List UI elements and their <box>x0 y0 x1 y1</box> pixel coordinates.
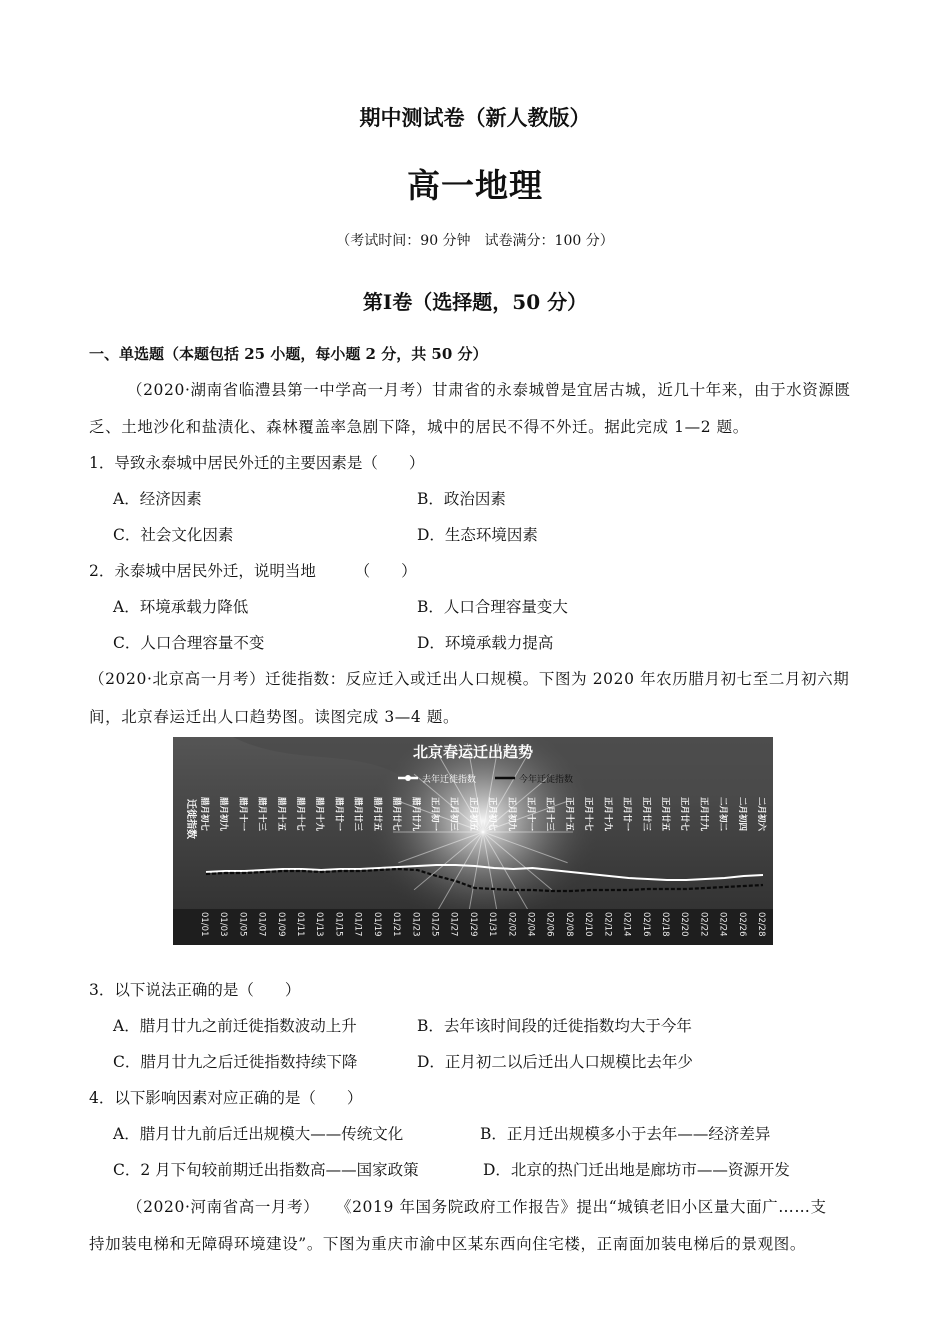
question-1-option-b: B．政治因素 <box>417 490 506 508</box>
legend-last-year-marker <box>405 775 411 781</box>
intro-paragraph-1-line-1: （2020·湖南省临澧县第一中学高一月考）甘肃省的永泰城曾是宜居古城，近几十年来，由于水资源匮 <box>127 381 851 399</box>
migration-trend-figure <box>173 737 773 945</box>
date-label: 01/03 <box>218 912 229 937</box>
date-label: 01/23 <box>410 912 421 937</box>
date-label: 01/17 <box>352 912 363 937</box>
intro-paragraph-2-line-2: 间，北京春运迁出人口趋势图。读图完成 3—4 题。 <box>89 708 460 726</box>
lunar-date-label: 腊月初九 <box>218 797 229 832</box>
date-label: 01/11 <box>295 912 306 937</box>
lunar-date-label: 正月廿一 <box>621 797 632 832</box>
lunar-date-label: 正月初五 <box>467 797 478 832</box>
lunar-date-label: 正月廿九 <box>698 797 709 832</box>
lunar-date-label: 正月初三 <box>448 797 459 832</box>
date-label: 01/09 <box>275 912 286 937</box>
section-heading: 一、单选题（本题包括 25 小题，每小题 2 分，共 50 分） <box>89 345 488 363</box>
date-label: 02/12 <box>602 912 613 937</box>
date-label: 02/14 <box>621 912 632 937</box>
date-label: 01/15 <box>333 912 344 937</box>
date-label: 01/05 <box>237 912 248 937</box>
lunar-date-label: 腊月十五 <box>275 797 286 832</box>
lunar-date-label: 正月初一 <box>429 797 440 832</box>
date-label: 02/10 <box>583 912 594 937</box>
lunar-date-label: 正月十五 <box>563 797 574 832</box>
intro-paragraph-1-line-2: 乏、土地沙化和盐渍化、森林覆盖率急剧下降，城中的居民不得不外迁。据此完成 1—2 题。 <box>89 418 749 436</box>
lunar-date-label: 正月十七 <box>583 797 594 832</box>
question-2-option-a: A．环境承载力降低 <box>113 598 249 616</box>
question-4-option-a: A．腊月廿九前后迁出规模大——传统文化 <box>113 1125 404 1143</box>
intro-paragraph-3-line-2: 持加装电梯和无障碍环境建设”。下图为重庆市渝中区某东西向住宅楼，正南面加装电梯后的景观图。 <box>89 1235 806 1253</box>
date-label: 02/28 <box>756 912 766 937</box>
legend-this-year-label: 今年迁徙指数 <box>519 775 574 785</box>
lunar-date-label: 腊月初七 <box>199 797 209 832</box>
intro-paragraph-3-line-1: （2020·河南省高一月考） 《2019 年国务院政府工作报告》提出“城镇老旧小区量大面广……支 <box>127 1198 827 1216</box>
question-2-option-c: C．人口合理容量不变 <box>113 634 265 652</box>
lunar-date-label: 腊月十三 <box>256 797 267 832</box>
lunar-date-label: 腊月廿九 <box>410 797 421 832</box>
date-label: 02/20 <box>679 912 690 937</box>
date-label: 02/16 <box>640 912 651 937</box>
question-2-option-d: D．环境承载力提高 <box>417 634 554 652</box>
exam-subtitle: 期中测试卷（新人教版） <box>359 105 591 130</box>
lunar-date-label: 二月初六 <box>756 797 766 832</box>
date-label: 01/27 <box>448 912 459 937</box>
question-2-stem: 2．永泰城中居民外迁，说明当地 （ ） <box>89 562 417 580</box>
date-label: 01/13 <box>314 912 325 937</box>
lunar-date-label: 正月初七 <box>487 797 498 832</box>
part-title: 第Ⅰ卷（选择题，50 分） <box>362 290 588 314</box>
lunar-date-label: 正月十三 <box>544 797 555 832</box>
date-label: 02/26 <box>736 912 747 937</box>
question-3-option-c: C．腊月廿九之后迁徙指数持续下降 <box>113 1053 358 1071</box>
exam-title: 高一地理 <box>407 166 543 205</box>
date-label: 02/18 <box>659 912 670 937</box>
question-4-option-c: C．2 月下旬较前期迁出指数高——国家政策 <box>113 1161 419 1179</box>
lunar-date-label: 正月十一 <box>525 797 536 832</box>
question-2-option-b: B．人口合理容量变大 <box>417 598 568 616</box>
date-label: 02/22 <box>698 912 709 937</box>
lunar-date-label: 正月廿七 <box>679 797 690 832</box>
question-4-stem: 4．以下影响因素对应正确的是（ ） <box>89 1089 363 1107</box>
question-4-option-d: D．北京的热门迁出地是廊坊市——资源开发 <box>483 1161 790 1179</box>
date-label: 01/25 <box>429 912 440 937</box>
question-4-option-b: B．正月迁出规模多小于去年——经济差异 <box>480 1125 771 1143</box>
date-label: 01/19 <box>371 912 382 937</box>
date-label: 01/31 <box>487 912 498 937</box>
lunar-date-label: 二月初二 <box>717 797 728 832</box>
date-label: 01/29 <box>467 912 478 937</box>
question-1-stem: 1．导致永泰城中居民外迁的主要因素是（ ） <box>89 454 425 472</box>
date-label: 02/04 <box>525 912 536 937</box>
legend-last-year-label: 去年迁徙指数 <box>422 775 477 785</box>
lunar-date-label: 腊月廿一 <box>333 797 344 832</box>
exam-info: （考试时间：90 分钟 试卷满分：100 分） <box>336 233 614 249</box>
question-1-option-d: D．生态环境因素 <box>417 526 538 544</box>
question-3-option-d: D．正月初二以后迁出人口规模比去年少 <box>417 1053 693 1071</box>
lunar-date-label: 二月初四 <box>736 797 747 832</box>
lunar-date-label: 腊月十九 <box>314 797 325 832</box>
date-label: 01/01 <box>199 912 209 937</box>
question-1-option-a: A．经济因素 <box>113 490 202 508</box>
date-label: 02/06 <box>544 912 555 937</box>
date-label: 01/21 <box>391 912 402 937</box>
lunar-date-label: 正月廿五 <box>659 797 670 832</box>
date-label: 01/07 <box>256 912 267 937</box>
intro-paragraph-2-line-1: （2020·北京高一月考）迁徙指数：反应迁入或迁出人口规模。下图为 2020 年农历腊月初七至二月初六期 <box>89 670 850 688</box>
lunar-date-label: 正月廿三 <box>640 797 651 832</box>
question-3-option-a: A．腊月廿九之前迁徙指数波动上升 <box>113 1017 357 1035</box>
lunar-date-label: 腊月廿三 <box>352 797 363 832</box>
lunar-date-label: 腊月十七 <box>295 797 306 832</box>
figure-title: 北京春运迁出趋势 <box>412 743 534 761</box>
question-3-stem: 3．以下说法正确的是（ ） <box>89 981 301 999</box>
lunar-date-label: 正月十九 <box>602 797 613 832</box>
lunar-date-label: 腊月十一 <box>237 797 248 832</box>
lunar-date-label: 正月初九 <box>506 797 517 832</box>
lunar-date-label: 腊月廿五 <box>371 797 382 832</box>
question-3-option-b: B．去年该时间段的迁徙指数均大于今年 <box>417 1017 692 1035</box>
date-label: 02/24 <box>717 912 728 937</box>
lunar-date-label: 腊月廿七 <box>391 797 402 832</box>
date-label: 02/02 <box>506 912 517 937</box>
date-label: 02/08 <box>563 912 574 937</box>
question-1-option-c: C．社会文化因素 <box>113 526 234 544</box>
y-axis-label: 迁徙指数 <box>185 799 196 839</box>
